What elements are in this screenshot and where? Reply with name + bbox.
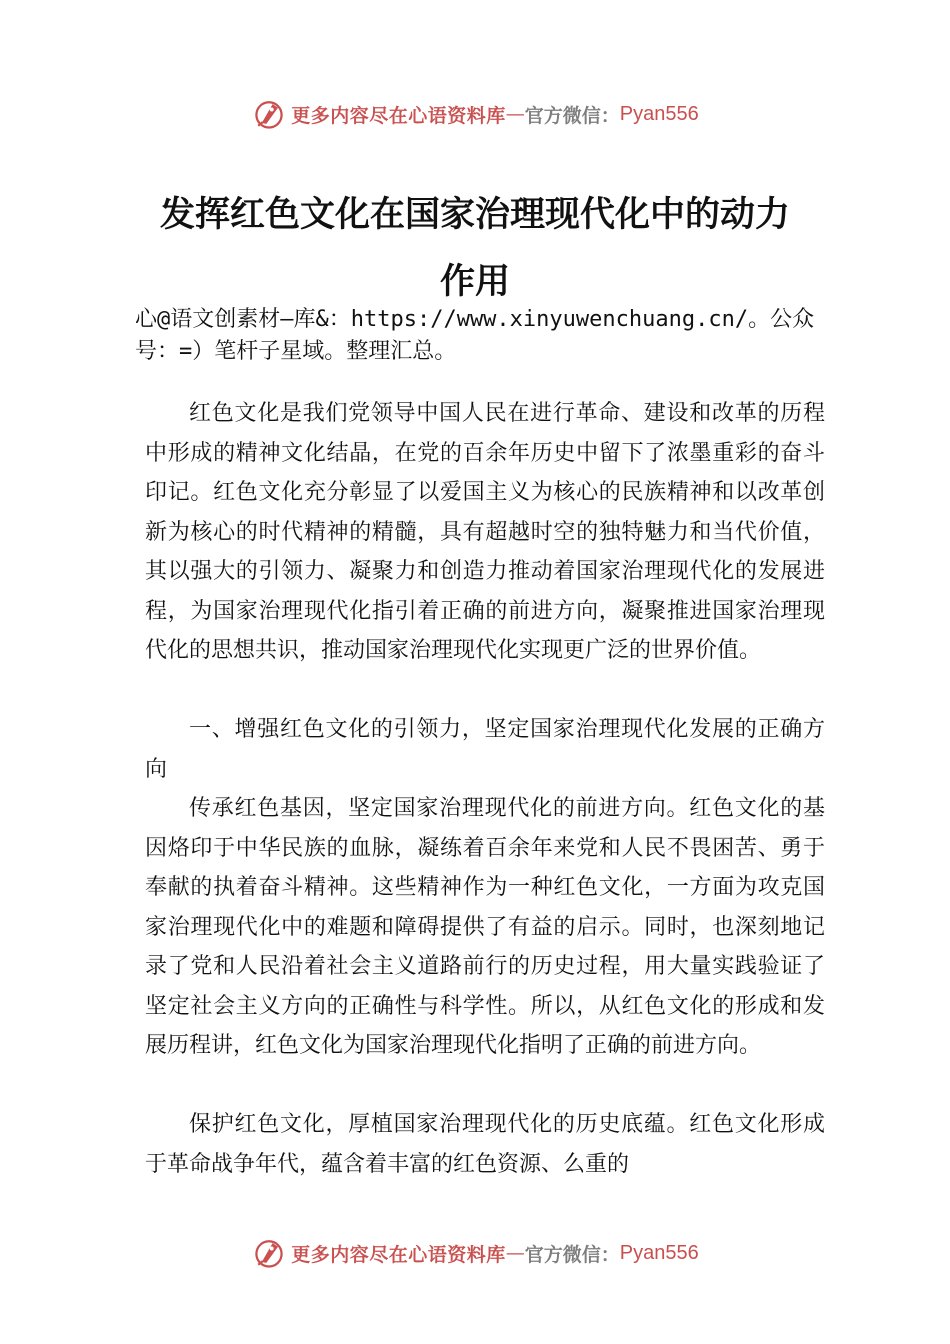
pen-nib-logo-icon	[251, 96, 287, 132]
footer-banner	[0, 1233, 950, 1273]
banner-separator: —	[505, 1242, 525, 1264]
banner-wechat-id: Pyan556	[619, 102, 699, 125]
pen-nib-logo-icon	[251, 1235, 287, 1271]
document-title-line1: 发挥红色文化在国家治理现代化中的动力	[159, 194, 790, 235]
banner-wechat-label: 官方微信：	[524, 1243, 620, 1266]
header-banner	[0, 94, 950, 134]
banner-wechat-label: 官方微信：	[524, 104, 620, 127]
banner-wechat-id: Pyan556	[619, 1241, 699, 1264]
paragraph-red-genes: 传承红色基因，坚定国家治理现代化的前进方向。红色文化的基因烙印于中华民族的血脉，凝练着百余年来党和人民不畏困苦、勇于奉献的执着奋斗精神。这些精神作为一种红色文化，一方面为攻克国家治理现代化中的难题和障碍提供了有益的启示。同时，也深刻地记录了党和人民沿着社会主义道路前行的历史过程，用大量实践验证了坚定社会主义方向的正确性与科学性。所以，从红色文化的形成和发展历程讲，红色文化为国家治理现代化指明了正确的前进方向。	[145, 796, 825, 1058]
banner-separator: —	[505, 103, 525, 125]
paragraph-intro: 红色文化是我们党领导中国人民在进行革命、建设和改革的历程中形成的精神文化结晶，在党的百余年历史中留下了浓墨重彩的奋斗印记。红色文化充分彰显了以爱国主义为核心的民族精神和以改革创新为核心的时代精神的精髓，具有超越时空的独特魅力和当代价值，其以强大的引领力、凝聚力和创造力推动着国家治理现代化的发展进程，为国家治理现代化指引着正确的前进方向，凝聚推进国家治理现代化的思想共识，推动国家治理现代化实现更广泛的世界价值。	[145, 401, 825, 663]
source-note: 心@语文创素材—库&：https://www.xinyuwenchuang.cn/。公众号：=）笔杆子星域。整理汇总。	[135, 307, 815, 364]
document-title-line2: 作用	[439, 261, 510, 302]
banner-text: 更多内容尽在心语资料库	[291, 104, 506, 127]
paragraph-protect-culture: 保护红色文化，厚植国家治理现代化的历史底蕴。红色文化形成于革命战争年代，蕴含着丰富的红色资源、么重的	[145, 1112, 825, 1177]
section-heading-1: 一、增强红色文化的引领力，坚定国家治理现代化发展的正确方向	[145, 717, 825, 782]
banner-text: 更多内容尽在心语资料库	[291, 1243, 506, 1266]
